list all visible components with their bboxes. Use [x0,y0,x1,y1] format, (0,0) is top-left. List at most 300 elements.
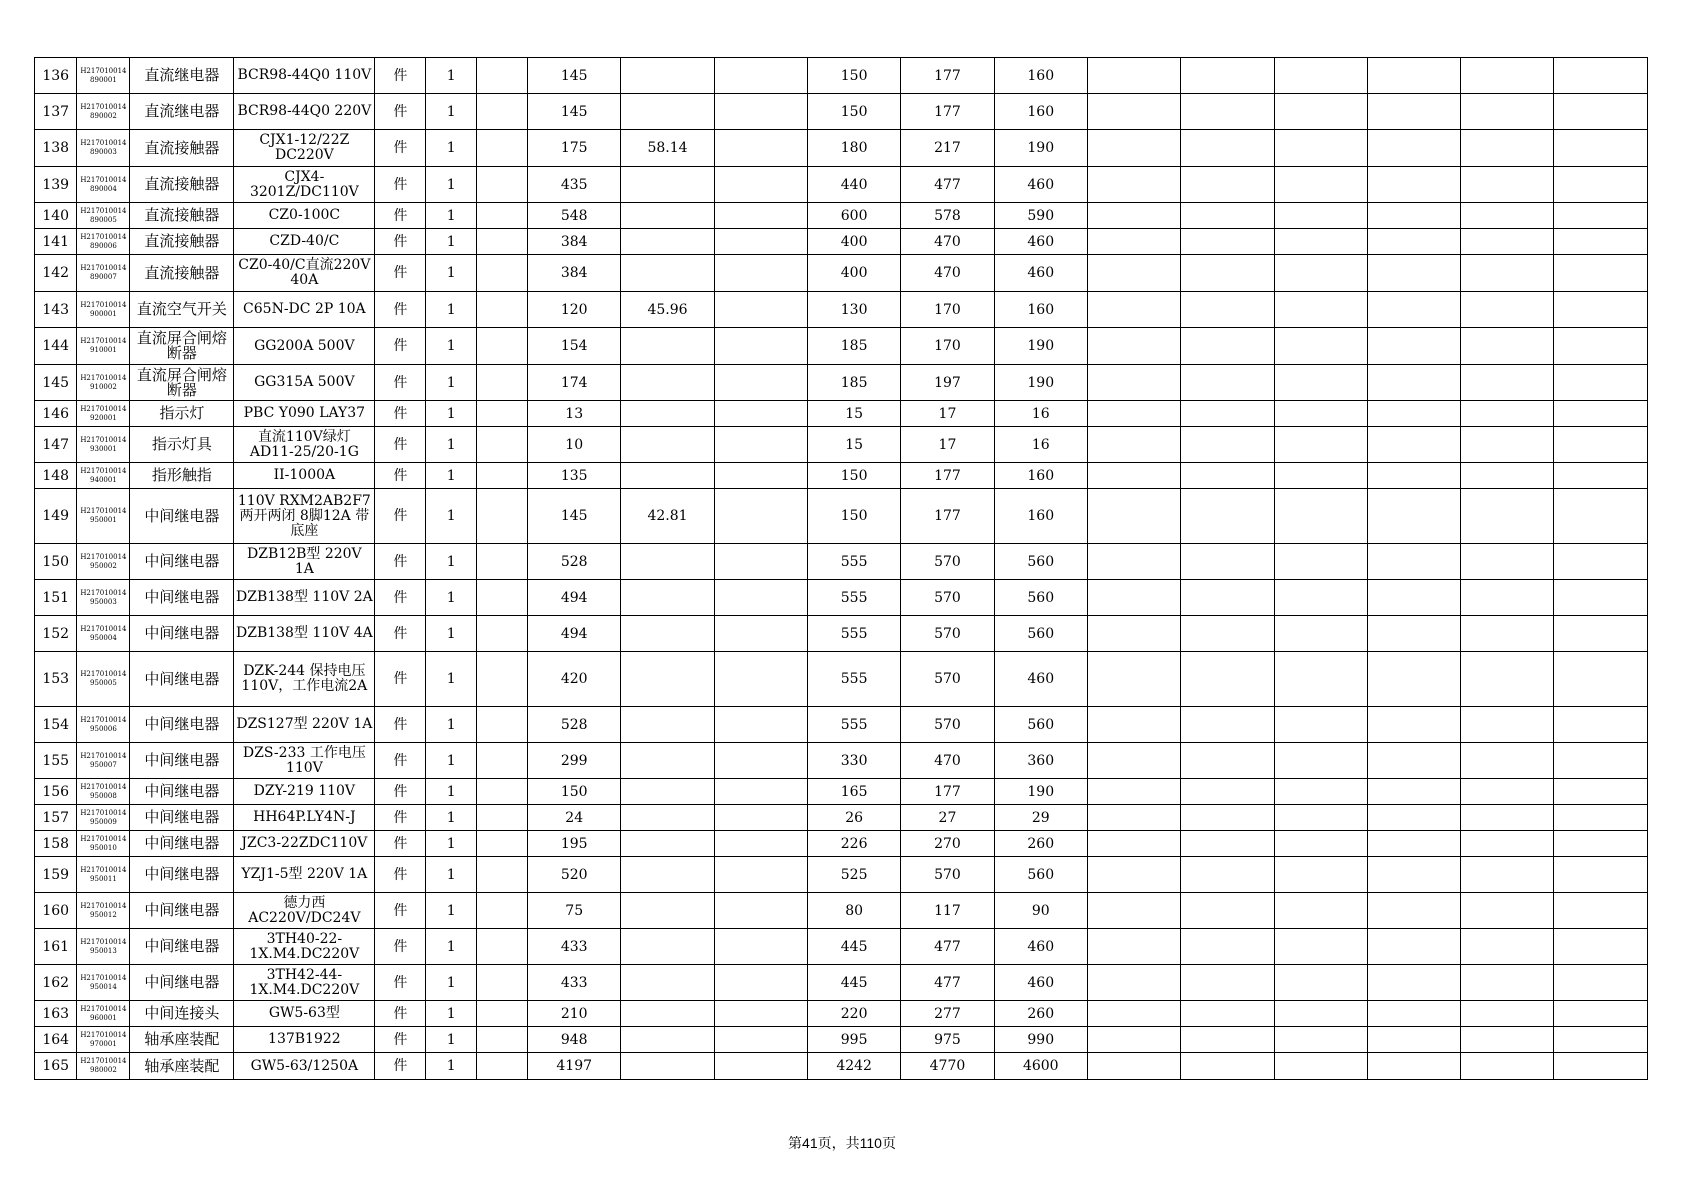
empty-cell [1367,1027,1460,1053]
empty-cell [1274,401,1367,427]
specification: CJX4-3201Z/DC110V [234,167,375,203]
unit: 件 [375,580,426,616]
quote-1: 525 [807,857,900,893]
material-name: 中间继电器 [130,580,234,616]
unit: 件 [375,463,426,489]
quote-1: 80 [807,893,900,929]
material-code: H217010014 900001 [77,292,130,328]
quantity: 1 [426,965,477,1001]
empty-cell [1087,1027,1180,1053]
quote-2: 470 [901,229,994,255]
empty-cell [1087,965,1180,1001]
empty-cell [1461,616,1554,652]
specification: DZY-219 110V [234,779,375,805]
base-price: 120 [528,292,621,328]
material-name: 直流接触器 [130,255,234,292]
ref-price [621,427,714,463]
empty-cell [1181,58,1274,94]
unit: 件 [375,893,426,929]
material-code: H217010014 950012 [77,893,130,929]
table-row [35,463,1648,489]
blank-cell [714,965,807,1001]
empty-cell [1367,831,1460,857]
empty-cell [1461,58,1554,94]
material-code: H217010014 960001 [77,1001,130,1027]
material-name: 直流继电器 [130,58,234,94]
specification: HH64P.LY4N-J [234,805,375,831]
row-number: 145 [35,365,77,401]
specification: DZS-233 工作电压110V [234,743,375,779]
unit: 件 [375,707,426,743]
empty-cell [1554,58,1648,94]
quote-1: 180 [807,130,900,167]
material-name: 中间连接头 [130,1001,234,1027]
quote-1: 165 [807,779,900,805]
quote-3: 16 [994,401,1087,427]
empty-cell [1461,365,1554,401]
specification: DZB12B型 220V 1A [234,544,375,580]
ref-price [621,94,714,130]
specification: CZ0-100C [234,203,375,229]
unit: 件 [375,779,426,805]
material-name: 直流继电器 [130,94,234,130]
specification: GW5-63/1250A [234,1053,375,1080]
empty-cell [1087,1053,1180,1080]
specification: CJX1-12/22Z DC220V [234,130,375,167]
row-number: 163 [35,1001,77,1027]
quantity: 1 [426,463,477,489]
quote-2: 177 [901,94,994,130]
quote-3: 990 [994,1027,1087,1053]
ref-price [621,1001,714,1027]
unit: 件 [375,167,426,203]
blank-cell [714,707,807,743]
unit: 件 [375,1053,426,1080]
row-number: 142 [35,255,77,292]
row-number: 164 [35,1027,77,1053]
material-code: H217010014 890007 [77,255,130,292]
empty-cell [1181,130,1274,167]
empty-cell [1461,779,1554,805]
material-name: 中间继电器 [130,831,234,857]
empty-cell [1087,255,1180,292]
table-row [35,779,1648,805]
empty-cell [1367,1053,1460,1080]
table-row [35,255,1648,292]
quantity: 1 [426,255,477,292]
blank-cell [714,1027,807,1053]
table-row [35,831,1648,857]
empty-cell [1554,328,1648,365]
ref-price [621,743,714,779]
empty-cell [1181,1053,1274,1080]
blank-cell [477,365,528,401]
empty-cell [1181,652,1274,707]
empty-cell [1274,427,1367,463]
unit: 件 [375,929,426,965]
quote-1: 15 [807,401,900,427]
specification: 110V RXM2AB2F7 两开两闭 8脚12A 带底座 [234,489,375,544]
ref-price [621,401,714,427]
empty-cell [1461,489,1554,544]
empty-cell [1554,203,1648,229]
material-code: H217010014 950007 [77,743,130,779]
empty-cell [1274,58,1367,94]
empty-cell [1461,463,1554,489]
quote-2: 177 [901,779,994,805]
quote-2: 177 [901,58,994,94]
ref-price [621,463,714,489]
quote-2: 217 [901,130,994,167]
empty-cell [1554,857,1648,893]
quote-1: 4242 [807,1053,900,1080]
unit: 件 [375,203,426,229]
ref-price [621,893,714,929]
specification: DZK-244 保持电压110V，工作电流2A [234,652,375,707]
row-number: 147 [35,427,77,463]
empty-cell [1274,544,1367,580]
quote-3: 160 [994,489,1087,544]
table-row [35,328,1648,365]
quote-2: 177 [901,463,994,489]
table-row [35,743,1648,779]
material-code: H217010014 890006 [77,229,130,255]
blank-cell [714,1001,807,1027]
material-code: H217010014 910002 [77,365,130,401]
quantity: 1 [426,365,477,401]
quote-1: 130 [807,292,900,328]
empty-cell [1087,328,1180,365]
base-price: 4197 [528,1053,621,1080]
ref-price [621,1027,714,1053]
empty-cell [1181,292,1274,328]
quote-3: 260 [994,1001,1087,1027]
empty-cell [1367,779,1460,805]
specification: II-1000A [234,463,375,489]
row-number: 140 [35,203,77,229]
material-name: 中间继电器 [130,743,234,779]
unit: 件 [375,401,426,427]
empty-cell [1554,893,1648,929]
empty-cell [1367,94,1460,130]
empty-cell [1554,489,1648,544]
unit: 件 [375,805,426,831]
material-name: 指形触指 [130,463,234,489]
quote-2: 197 [901,365,994,401]
table-row [35,616,1648,652]
ref-price [621,203,714,229]
empty-cell [1274,255,1367,292]
quantity: 1 [426,652,477,707]
quote-2: 170 [901,328,994,365]
base-price: 150 [528,779,621,805]
empty-cell [1274,1027,1367,1053]
specification: BCR98-44Q0 110V [234,58,375,94]
blank-cell [714,831,807,857]
empty-cell [1554,707,1648,743]
ref-price [621,929,714,965]
empty-cell [1554,616,1648,652]
quantity: 1 [426,929,477,965]
material-code: H217010014 930001 [77,427,130,463]
empty-cell [1367,707,1460,743]
empty-cell [1554,463,1648,489]
material-name: 指示灯具 [130,427,234,463]
table-row [35,965,1648,1001]
base-price: 145 [528,94,621,130]
empty-cell [1461,167,1554,203]
quote-2: 4770 [901,1053,994,1080]
base-price: 24 [528,805,621,831]
footer-suffix: 页 [881,1136,896,1152]
quote-2: 570 [901,652,994,707]
table-row [35,893,1648,929]
empty-cell [1274,94,1367,130]
empty-cell [1461,965,1554,1001]
empty-cell [1554,743,1648,779]
quantity: 1 [426,1001,477,1027]
quote-1: 600 [807,203,900,229]
quote-3: 460 [994,167,1087,203]
row-number: 143 [35,292,77,328]
empty-cell [1554,427,1648,463]
blank-cell [477,779,528,805]
empty-cell [1461,328,1554,365]
empty-cell [1367,255,1460,292]
ref-price [621,1053,714,1080]
blank-cell [477,427,528,463]
empty-cell [1554,255,1648,292]
page-footer [0,1133,1684,1153]
material-code: H217010014 920001 [77,401,130,427]
quote-2: 477 [901,965,994,1001]
quantity: 1 [426,328,477,365]
quote-3: 190 [994,328,1087,365]
table-row [35,580,1648,616]
empty-cell [1367,365,1460,401]
price-table [34,57,1648,1080]
blank-cell [714,805,807,831]
quote-3: 560 [994,580,1087,616]
material-name: 直流空气开关 [130,292,234,328]
ref-price [621,831,714,857]
empty-cell [1274,580,1367,616]
quote-1: 555 [807,580,900,616]
empty-cell [1181,328,1274,365]
quantity: 1 [426,292,477,328]
empty-cell [1367,229,1460,255]
ref-price [621,365,714,401]
empty-cell [1461,401,1554,427]
row-number: 148 [35,463,77,489]
empty-cell [1087,94,1180,130]
table-row [35,427,1648,463]
material-code: H217010014 980002 [77,1053,130,1080]
blank-cell [714,58,807,94]
empty-cell [1181,743,1274,779]
empty-cell [1554,965,1648,1001]
blank-cell [714,167,807,203]
material-name: 直流屏合闸熔断器 [130,328,234,365]
blank-cell [714,544,807,580]
quote-3: 4600 [994,1053,1087,1080]
quantity: 1 [426,1027,477,1053]
unit: 件 [375,58,426,94]
empty-cell [1181,965,1274,1001]
material-code: H217010014 950005 [77,652,130,707]
row-number: 161 [35,929,77,965]
row-number: 152 [35,616,77,652]
empty-cell [1274,229,1367,255]
empty-cell [1554,831,1648,857]
empty-cell [1087,743,1180,779]
page-number: 41 [802,1135,818,1151]
unit: 件 [375,94,426,130]
empty-cell [1461,1027,1554,1053]
quote-3: 560 [994,857,1087,893]
specification: YZJ1-5型 220V 1A [234,857,375,893]
material-code: H217010014 890005 [77,203,130,229]
blank-cell [714,489,807,544]
table-row [35,929,1648,965]
material-name: 中间继电器 [130,616,234,652]
quote-3: 16 [994,427,1087,463]
empty-cell [1554,1001,1648,1027]
quote-2: 117 [901,893,994,929]
unit: 件 [375,292,426,328]
blank-cell [714,893,807,929]
ref-price: 58.14 [621,130,714,167]
empty-cell [1461,203,1554,229]
quote-1: 555 [807,652,900,707]
blank-cell [714,929,807,965]
blank-cell [714,580,807,616]
blank-cell [477,580,528,616]
empty-cell [1087,365,1180,401]
quote-2: 17 [901,401,994,427]
row-number: 159 [35,857,77,893]
empty-cell [1554,94,1648,130]
quote-3: 260 [994,831,1087,857]
specification: 直流110V绿灯 AD11-25/20-1G [234,427,375,463]
empty-cell [1461,94,1554,130]
specification: 德力西 AC220V/DC24V [234,893,375,929]
material-code: H217010014 950006 [77,707,130,743]
empty-cell [1554,229,1648,255]
empty-cell [1087,229,1180,255]
base-price: 135 [528,463,621,489]
quote-1: 555 [807,544,900,580]
blank-cell [714,652,807,707]
material-name: 直流接触器 [130,167,234,203]
specification: BCR98-44Q0 220V [234,94,375,130]
unit: 件 [375,857,426,893]
unit: 件 [375,229,426,255]
empty-cell [1461,743,1554,779]
empty-cell [1367,401,1460,427]
quantity: 1 [426,401,477,427]
base-price: 384 [528,255,621,292]
empty-cell [1181,805,1274,831]
base-price: 528 [528,707,621,743]
footer-prefix: 第 [788,1136,803,1152]
quantity: 1 [426,616,477,652]
empty-cell [1461,805,1554,831]
row-number: 146 [35,401,77,427]
empty-cell [1274,965,1367,1001]
empty-cell [1274,779,1367,805]
empty-cell [1087,130,1180,167]
empty-cell [1367,544,1460,580]
empty-cell [1087,544,1180,580]
empty-cell [1087,203,1180,229]
empty-cell [1554,779,1648,805]
blank-cell [477,831,528,857]
empty-cell [1087,893,1180,929]
blank-cell [714,130,807,167]
table-row [35,489,1648,544]
empty-cell [1367,58,1460,94]
blank-cell [477,130,528,167]
quote-1: 330 [807,743,900,779]
quote-3: 190 [994,130,1087,167]
quote-1: 555 [807,707,900,743]
quantity: 1 [426,130,477,167]
quote-3: 160 [994,94,1087,130]
material-name: 中间继电器 [130,857,234,893]
quote-1: 15 [807,427,900,463]
blank-cell [477,652,528,707]
material-name: 中间继电器 [130,707,234,743]
base-price: 145 [528,489,621,544]
empty-cell [1087,401,1180,427]
table-row [35,544,1648,580]
ref-price [621,857,714,893]
empty-cell [1554,652,1648,707]
blank-cell [714,328,807,365]
empty-cell [1181,616,1274,652]
empty-cell [1554,544,1648,580]
blank-cell [477,1053,528,1080]
empty-cell [1554,1053,1648,1080]
quote-3: 460 [994,965,1087,1001]
empty-cell [1181,929,1274,965]
ref-price [621,707,714,743]
empty-cell [1181,1001,1274,1027]
empty-cell [1181,229,1274,255]
row-number: 157 [35,805,77,831]
material-name: 轴承座装配 [130,1027,234,1053]
empty-cell [1274,463,1367,489]
base-price: 145 [528,58,621,94]
blank-cell [477,929,528,965]
quantity: 1 [426,831,477,857]
empty-cell [1087,857,1180,893]
quote-1: 150 [807,463,900,489]
empty-cell [1274,616,1367,652]
quantity: 1 [426,580,477,616]
quote-3: 190 [994,779,1087,805]
empty-cell [1181,857,1274,893]
base-price: 75 [528,893,621,929]
empty-cell [1554,130,1648,167]
footer-middle: 页，共 [817,1136,860,1152]
material-code: H217010014 950013 [77,929,130,965]
blank-cell [714,463,807,489]
empty-cell [1274,130,1367,167]
blank-cell [477,893,528,929]
empty-cell [1367,965,1460,1001]
